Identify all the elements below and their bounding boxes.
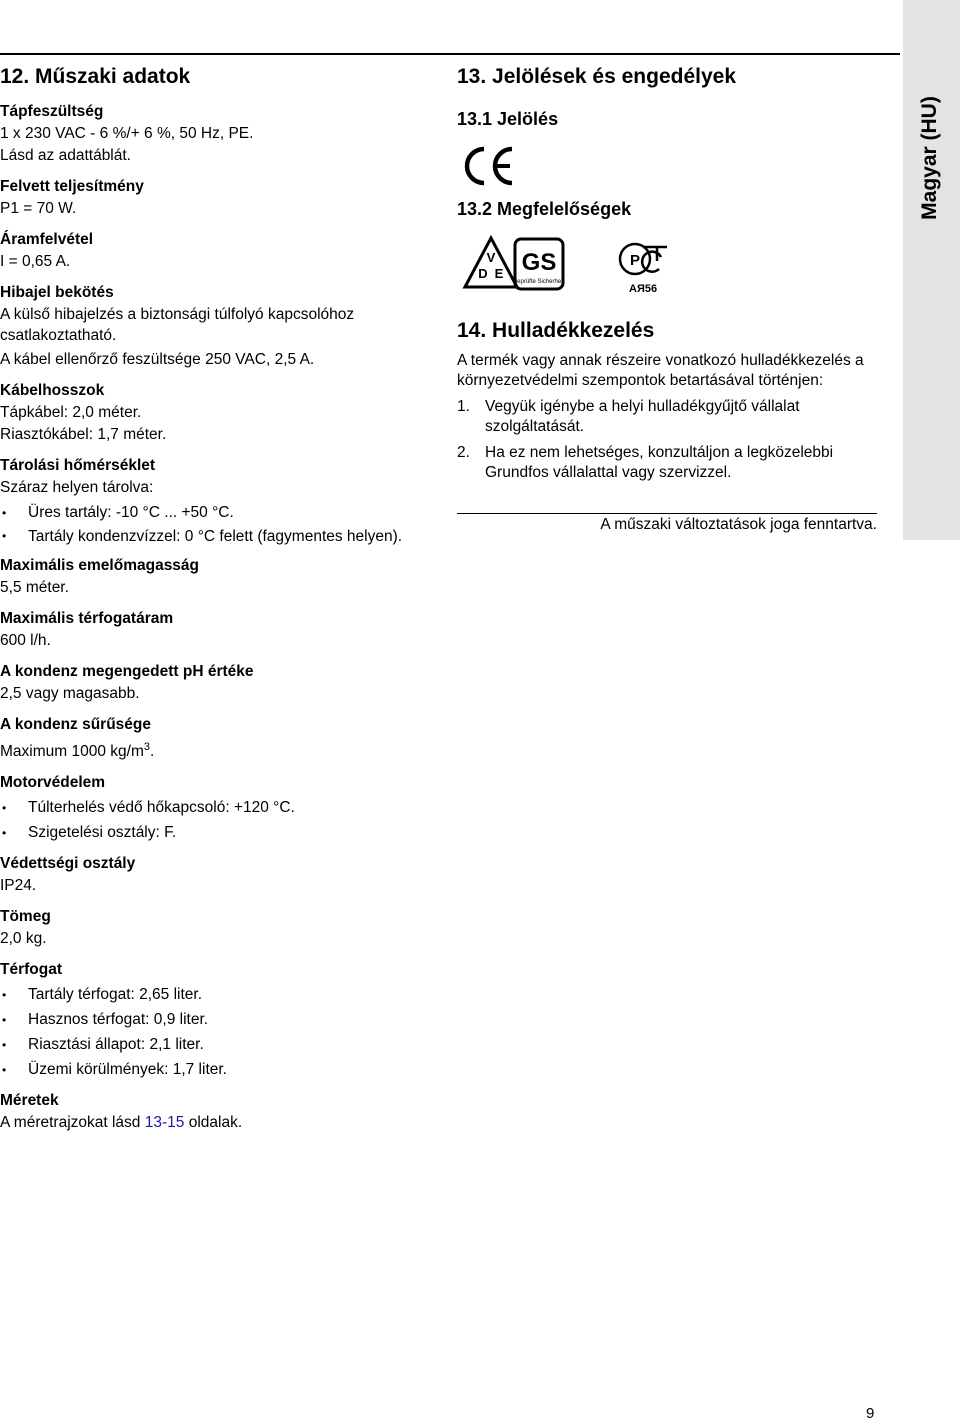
spec-value [0, 1112, 430, 1134]
spec-volume [0, 959, 430, 1081]
spec-condensate-density [0, 714, 430, 763]
bullet-item: • Túlterhelés védő hőkapcsoló: +120 °C. [0, 797, 430, 819]
spec-value: Riasztókábel: 1,7 méter. [0, 426, 167, 443]
svg-text:P: P [629, 252, 641, 269]
spec-weight [0, 906, 430, 950]
svg-text:GS: GS [521, 249, 557, 276]
disposal-item [457, 397, 877, 437]
spec-alarm-connection [0, 282, 430, 371]
spec-value: P1 = 70 W. [0, 200, 77, 217]
density-exponent: 3 [143, 741, 150, 753]
spec-value [0, 736, 430, 763]
subsection-approvals: 13.2 Megfelelőségek [457, 199, 632, 219]
section-title-disposal: 14. Hulladékkezelés [457, 319, 655, 342]
spec-current [0, 229, 430, 273]
page-reference-link[interactable]: 13-15 [144, 1114, 185, 1132]
bullet-item: • Tartály térfogat: 2,65 liter. [0, 984, 430, 1006]
spec-label: Maximális térfogatáram [0, 610, 174, 627]
spec-value: Száraz helyen tárolva: [0, 479, 154, 496]
bullet-list [0, 984, 430, 1081]
approvals-column [457, 63, 877, 536]
language-tab [903, 0, 960, 540]
spec-cable-lengths [0, 380, 430, 446]
section-title-approvals: 13. Jelölések és engedélyek [457, 65, 737, 88]
disposal-intro: A termék vagy annak részeire vonatkozó hulladékkezelés a környezetvédelmi szempontok betartásával történjen: [457, 352, 864, 389]
spec-ph-value [0, 661, 430, 705]
spec-label: Tápfeszültség [0, 103, 104, 120]
spec-label: Áramfelvétel [0, 231, 94, 248]
bullet-item: • Szigetelési osztály: F. [0, 822, 430, 844]
spec-label: Tárolási hőmérséklet [0, 457, 156, 474]
spec-value: Tápkábel: 2,0 méter. [0, 404, 142, 421]
section-title-technical-data: 12. Műszaki adatok [0, 65, 191, 88]
spec-value: A külső hibajelzés a biztonsági túlfolyó kapcsolóhoz csatlakoztatható. [0, 306, 355, 344]
technical-changes-note: A műszaki változtatások joga fenntartva. [600, 516, 877, 533]
svg-text:geprüfte Sicherheit: geprüfte Sicherheit [513, 279, 565, 285]
bullet-list [0, 797, 430, 844]
spec-value: 2,0 kg. [0, 930, 47, 948]
spec-supply-voltage [0, 101, 430, 167]
spec-label: Felvett teljesítmény [0, 178, 144, 195]
bullet-item: • Hasznos térfogat: 0,9 liter. [0, 1009, 430, 1031]
item-number: 2. [457, 444, 470, 461]
spec-label: Kábelhosszok [0, 382, 105, 399]
disposal-list [457, 397, 877, 483]
approval-logos [457, 235, 877, 307]
spec-value: 5,5 méter. [0, 579, 69, 596]
svg-text:D: D [478, 266, 488, 281]
spec-max-head [0, 555, 430, 599]
dimensions-text: A méretrajzokat lásd [0, 1114, 145, 1132]
bullet-item: • Tartály kondenzvízzel: 0 °C felett (fagymentes helyen). [0, 527, 430, 546]
spec-value: Lásd az adattáblát. [0, 147, 131, 164]
spec-storage-temperature [0, 455, 430, 546]
spec-value: 2,5 vagy magasabb. [0, 685, 140, 702]
pct-code: АЯ56 [629, 283, 658, 295]
spec-power-input [0, 176, 430, 220]
bullet-item: • Üres tartály: -10 °C ... +50 °C. [0, 502, 430, 524]
bullet-item: • Riasztási állapot: 2,1 liter. [0, 1034, 430, 1056]
svg-text:E: E [494, 266, 504, 281]
spec-value: A kábel ellenőrző feszültsége 250 VAC, 2,5 A. [0, 351, 315, 368]
spec-label: Tömeg [0, 908, 51, 926]
spec-label: Hibajel bekötés [0, 284, 114, 301]
technical-data-column [0, 63, 430, 1134]
item-text: Vegyük igénybe a helyi hulladékgyűjtő vállalat szolgáltatását. [485, 398, 800, 435]
spec-max-flow [0, 608, 430, 652]
spec-label: A kondenz sűrűsége [0, 716, 152, 733]
spec-enclosure-class [0, 853, 430, 897]
ce-mark-icon [457, 141, 877, 191]
subsection-marking: 13.1 Jelölés [457, 109, 559, 129]
disposal-item [457, 443, 877, 483]
density-text: Maximum 1000 kg/m [0, 743, 144, 761]
pct-logo-icon [617, 239, 673, 279]
bullet-item: • Üzemi körülmények: 1,7 liter. [0, 1059, 430, 1081]
item-text: Ha ez nem lehetséges, konzultáljon a legközelebbi Grundfos vállalattal vagy szervizzel. [485, 444, 834, 481]
page-number: 9 [866, 1405, 875, 1422]
spec-value: IP24. [0, 877, 37, 895]
spec-label: Méretek [0, 1092, 59, 1110]
top-rule [0, 53, 900, 55]
dimensions-text-end: oldalak. [184, 1114, 243, 1132]
spec-label: A kondenz megengedett pH értéke [0, 663, 254, 680]
language-tab-label: Magyar (HU) [918, 96, 941, 220]
item-number: 1. [457, 398, 470, 415]
svg-text:V: V [486, 250, 496, 265]
spec-label: Védettségi osztály [0, 855, 136, 873]
spec-dimensions [0, 1090, 430, 1134]
spec-label: Térfogat [0, 961, 62, 979]
spec-motor-protection [0, 772, 430, 844]
spec-value: I = 0,65 A. [0, 253, 71, 270]
spec-label: Maximális emelőmagasság [0, 557, 200, 574]
spec-label: Motorvédelem [0, 774, 106, 792]
vde-logo-icon [461, 235, 521, 293]
spec-value: 600 l/h. [0, 632, 51, 649]
gs-logo-icon [513, 237, 565, 291]
bullet-list [0, 502, 430, 546]
density-period: . [149, 743, 155, 761]
spec-value: 1 x 230 VAC - 6 %/+ 6 %, 50 Hz, PE. [0, 125, 254, 142]
